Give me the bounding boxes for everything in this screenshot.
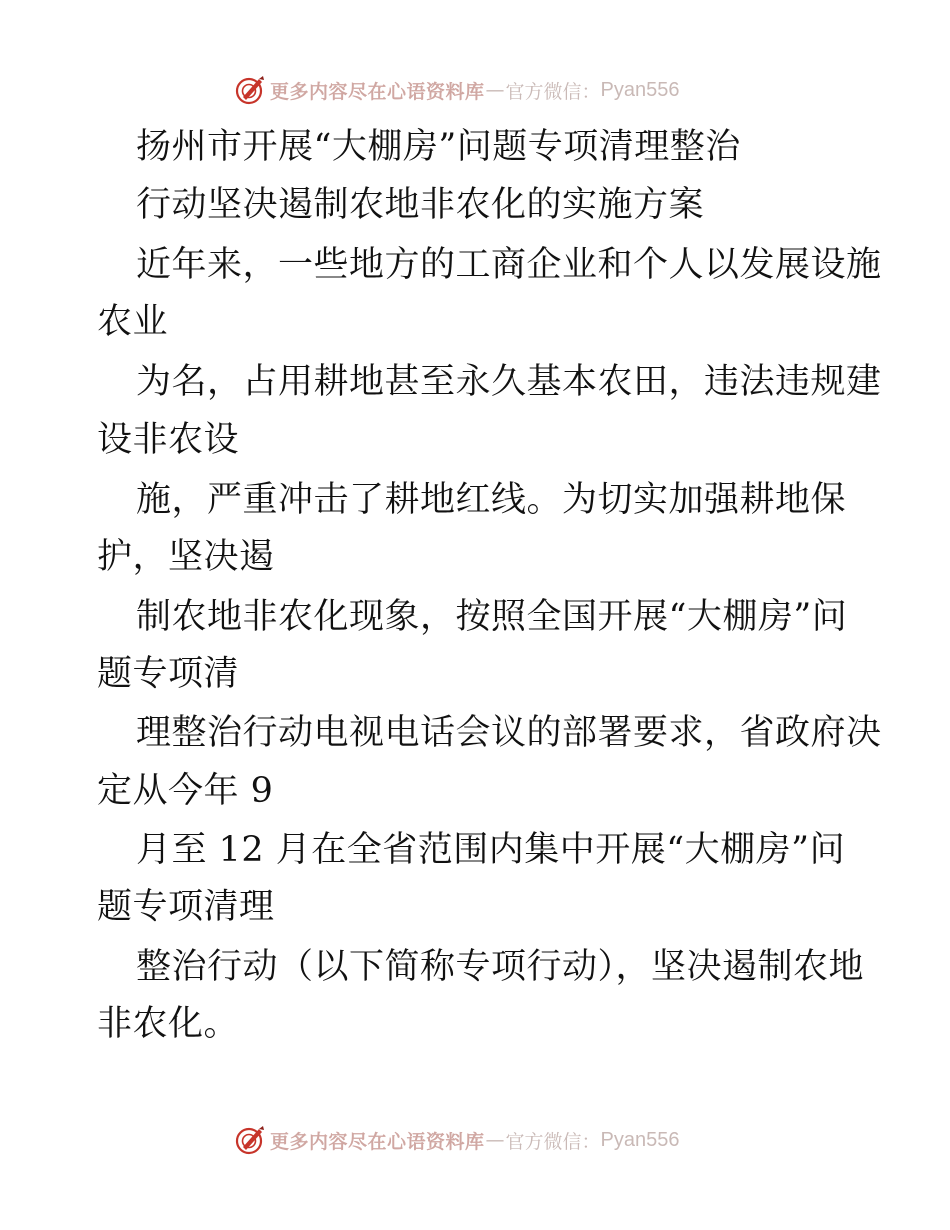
- header-brand-text: 更多内容尽在心语资料库: [270, 80, 485, 103]
- pen-seal-logo-icon: [234, 74, 266, 106]
- footer-brand-text: 更多内容尽在心语资料库: [270, 1130, 485, 1153]
- body-line-10: 定从今年 9: [97, 771, 274, 811]
- body-line-14: 非农化。: [97, 1004, 240, 1044]
- document-title-line-1: 扬州市开展“大棚房”问题专项清理整治: [136, 127, 741, 167]
- header-separator: —: [485, 79, 505, 101]
- body-line-8: 题专项清: [97, 654, 240, 694]
- header-contact-label: 官方微信：: [505, 80, 601, 103]
- footer-watermark-banner: [234, 1123, 754, 1157]
- body-line-5: 施，严重冲击了耕地红线。为切实加强耕地保: [136, 480, 847, 520]
- body-line-13: 整治行动（以下简称专项行动），坚决遏制农地: [136, 947, 865, 987]
- body-line-7: 制农地非农化现象，按照全国开展“大棚房”问: [136, 597, 848, 637]
- body-line-11: 月至 12 月在全省范围内集中开展“大棚房”问: [136, 830, 846, 870]
- pen-seal-logo-icon: [234, 1124, 266, 1156]
- header-contact-id: Pyan556: [600, 78, 680, 101]
- body-line-9: 理整治行动电视电话会议的部署要求，省政府决: [136, 713, 882, 753]
- body-line-3: 为名，占用耕地甚至永久基本农田，违法违规建: [136, 362, 882, 402]
- body-line-12: 题专项清理: [97, 887, 275, 927]
- body-line-2: 农业: [97, 302, 169, 342]
- body-line-1: 近年来，一些地方的工商企业和个人以发展设施: [136, 245, 882, 285]
- footer-separator: —: [485, 1129, 505, 1151]
- footer-contact-id: Pyan556: [600, 1128, 680, 1151]
- body-line-4: 设非农设: [97, 420, 240, 460]
- header-watermark-banner: [234, 73, 754, 107]
- document-title-line-2: 行动坚决遏制农地非农化的实施方案: [136, 185, 705, 225]
- body-line-6: 护，坚决遏: [97, 537, 275, 577]
- footer-contact-label: 官方微信：: [505, 1130, 601, 1153]
